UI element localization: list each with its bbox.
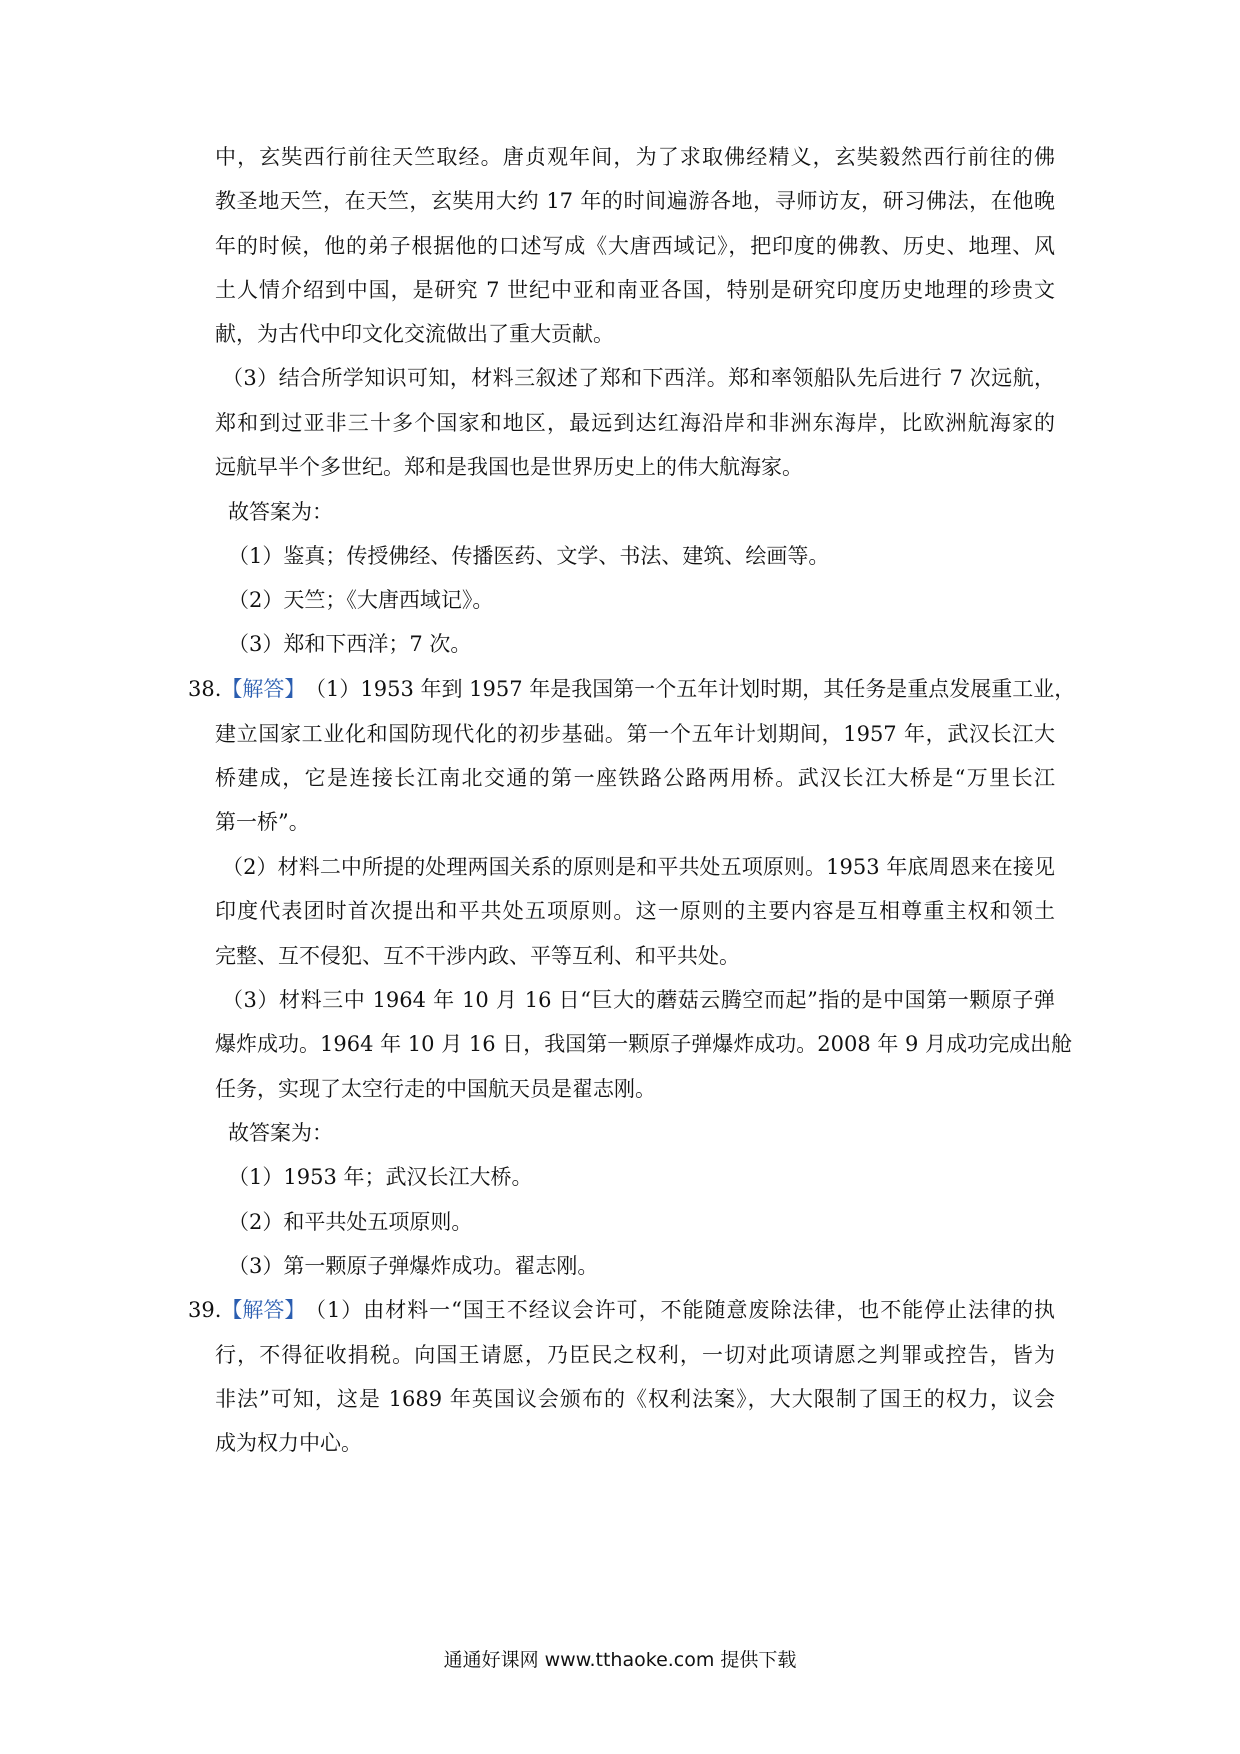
text-line: （2）材料二中所提的处理两国关系的原则是和平共处五项原则。1953 年底周恩来在接见: [222, 855, 1055, 879]
question-number-text: 39.: [188, 1298, 222, 1322]
text-line: （3）结合所学知识可知，材料三叙述了郑和下西洋。郑和率领船队先后进行 7 次远航，: [222, 366, 1055, 390]
text-line: 第一桥”。: [215, 810, 310, 834]
text-line: 非法”可知，这是 1689 年英国议会颁布的《权利法案》，大大限制了国王的权力，议会: [215, 1387, 1055, 1411]
page-footer: 通通好课网 www.tthaoke.com 提供下载: [443, 1649, 797, 1671]
text-line: 建立国家工业化和国防现代化的初步基础。第一个五年计划期间，1957 年，武汉长江大: [215, 722, 1055, 746]
text-line: （2）天竺；《大唐西域记》。: [228, 588, 494, 612]
answer-tag: 【解答】: [221, 1298, 306, 1322]
text-line: （1）鉴真；传授佛经、传播医药、文学、书法、建筑、绘画等。: [228, 544, 830, 568]
answer-tag: 【解答】: [221, 677, 306, 701]
text-line: 完整、互不侵犯、互不干涉内政、平等互利、和平共处。: [215, 944, 740, 968]
text-line: 郑和到过亚非三十多个国家和地区，最远到达红海沿岸和非洲东海岸，比欧洲航海家的: [215, 411, 1055, 435]
text-line: 年的时候，他的弟子根据他的口述写成《大唐西域记》，把印度的佛教、历史、地理、风: [215, 234, 1055, 258]
text-line: 教圣地天竺，在天竺，玄奘用大约 17 年的时间遍游各地，寻师访友，研习佛法，在他晚: [215, 189, 1055, 213]
text-line: 任务，实现了太空行走的中国航天员是翟志刚。: [215, 1077, 656, 1101]
text-line: 故答案为：: [228, 500, 333, 524]
question-number-text: 38.: [188, 677, 222, 701]
text-line: 中，玄奘西行前往天竺取经。唐贞观年间，为了求取佛经精义，玄奘毅然西行前往的佛: [215, 145, 1055, 169]
text-line: 土人情介绍到中国，是研究 7 世纪中亚和南亚各国，特别是研究印度历史地理的珍贵文: [215, 278, 1055, 302]
question-number: [188, 1296, 305, 1324]
text-line: （1）1953 年；武汉长江大桥。: [228, 1165, 533, 1189]
text-line: （3）郑和下西洋；7 次。: [228, 632, 472, 656]
text-line: 行，不得征收捐税。向国王请愿，乃臣民之权利，一切对此项请愿之判罪或控告，皆为: [215, 1343, 1055, 1367]
text-line: 成为权力中心。: [215, 1431, 362, 1455]
text-line: 印度代表团时首次提出和平共处五项原则。这一原则的主要内容是互相尊重主权和领土: [215, 899, 1055, 923]
text-line: （1）由材料一“国王不经议会许可，不能随意废除法律，也不能停止法律的执: [305, 1298, 1055, 1322]
text-line: 桥建成，它是连接长江南北交通的第一座铁路公路两用桥。武汉长江大桥是“万里长江: [215, 766, 1055, 790]
text-line: （3）材料三中 1964 年 10 月 16 日“巨大的蘑菇云腾空而起”指的是中国第一颗原子弹: [222, 988, 1055, 1012]
text-line: （1）1953 年到 1957 年是我国第一个五年计划时期，其任务是重点发展重工业，: [305, 677, 1076, 701]
text-line: 远航早半个多世纪。郑和是我国也是世界历史上的伟大航海家。: [215, 455, 803, 479]
text-line: （2）和平共处五项原则。: [228, 1210, 473, 1234]
question-number: [188, 675, 305, 703]
text-line: （3）第一颗原子弹爆炸成功。翟志刚。: [228, 1254, 599, 1278]
text-line: 爆炸成功。1964 年 10 月 16 日，我国第一颗原子弹爆炸成功。2008 年 9 月成功完成出舱: [215, 1032, 1073, 1056]
text-line: 献，为古代中印文化交流做出了重大贡献。: [215, 322, 614, 346]
text-line: 故答案为：: [228, 1121, 333, 1145]
